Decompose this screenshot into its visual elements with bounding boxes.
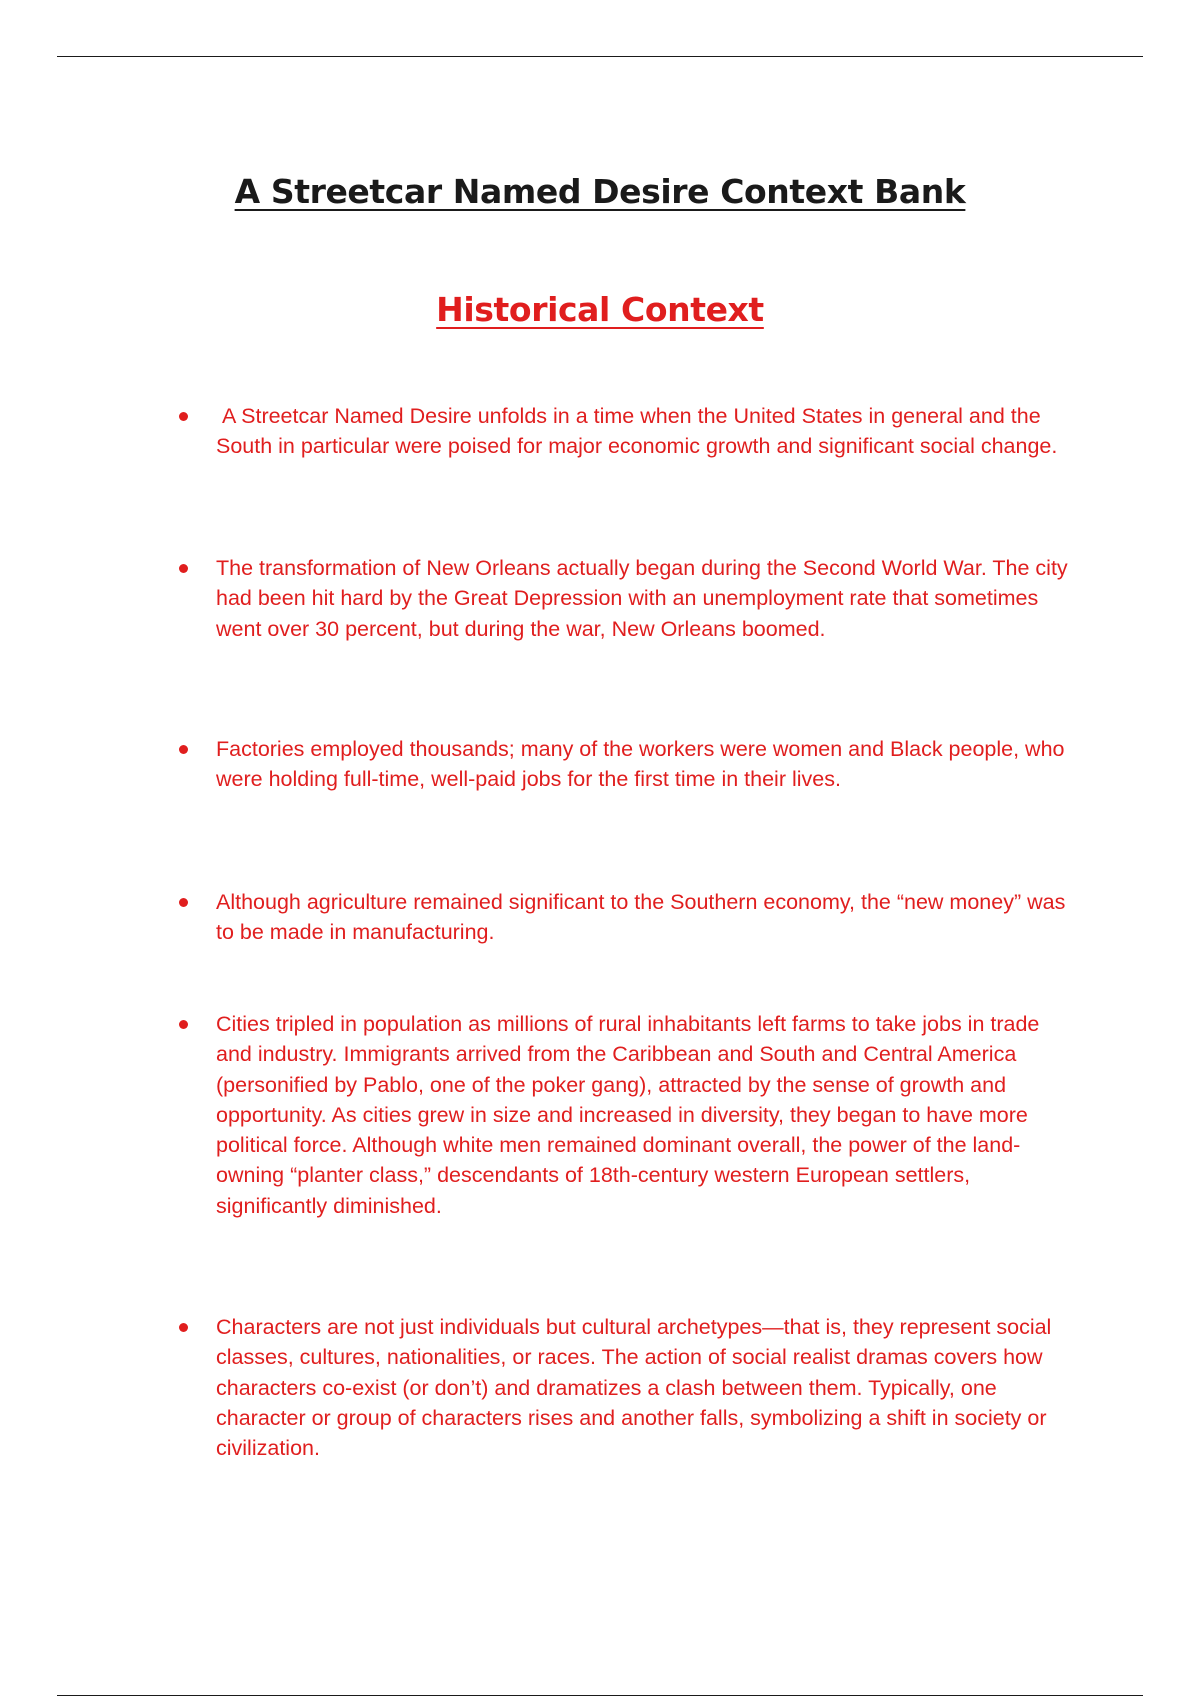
bullet-text: The transformation of New Orleans actually began during the Second World War. The city had been hit hard by the Great Depression with an unemployment rate that sometimes went over 30 percent, but during the war, New Orleans boomed. — [216, 556, 1068, 641]
bullet-dot-icon — [179, 1323, 188, 1332]
document-title: A Streetcar Named Desire Context Bank — [234, 172, 966, 211]
bullet-item — [216, 1009, 1076, 1221]
bullet-text: Although agriculture remained significant to the Southern economy, the “new money” was to be made in manufacturing. — [216, 890, 1066, 945]
footer-rule — [57, 1695, 1143, 1696]
bullet-dot-icon — [179, 412, 188, 421]
bullet-item — [216, 553, 1076, 644]
header-rule — [57, 56, 1143, 57]
section-heading-historical-context: Historical Context — [436, 290, 764, 329]
bullet-item — [216, 1312, 1076, 1463]
bullet-text: Cities tripled in population as millions of rural inhabitants left farms to take jobs in trade and industry. Immigrants arrived from the Caribbean and South and Central America (personified by Pablo, one of the poker gang), attracted by the sense of growth and opportunity. As cities grew in size and increased in diversity, they began to have more political force. Although white men remained dominant overall, the power of the land-owning “planter class,” descendants of 18th-century western European settlers, significantly diminished. — [216, 1012, 1040, 1218]
bullet-dot-icon — [179, 1020, 188, 1029]
bullet-text: A Streetcar Named Desire unfolds in a time when the United States in general and the South in particular were poised for major economic growth and significant social change. — [216, 404, 1058, 459]
bullet-item — [216, 734, 1076, 795]
bullet-dot-icon — [179, 745, 188, 754]
bullet-item — [216, 887, 1076, 948]
bullet-text: Factories employed thousands; many of the workers were women and Black people, who were holding full-time, well-paid jobs for the first time in their lives. — [216, 737, 1065, 792]
bullet-dot-icon — [179, 564, 188, 573]
bullet-item — [216, 401, 1076, 462]
bullet-text: Characters are not just individuals but cultural archetypes—that is, they represent social classes, cultures, nationalities, or races. The action of social realist dramas covers how characters co-exist (or don’t) and dramatizes a clash between them. Typically, one character or group of characters rises and another falls, symbolizing a shift in society or civilization. — [216, 1315, 1052, 1461]
bullet-dot-icon — [179, 898, 188, 907]
